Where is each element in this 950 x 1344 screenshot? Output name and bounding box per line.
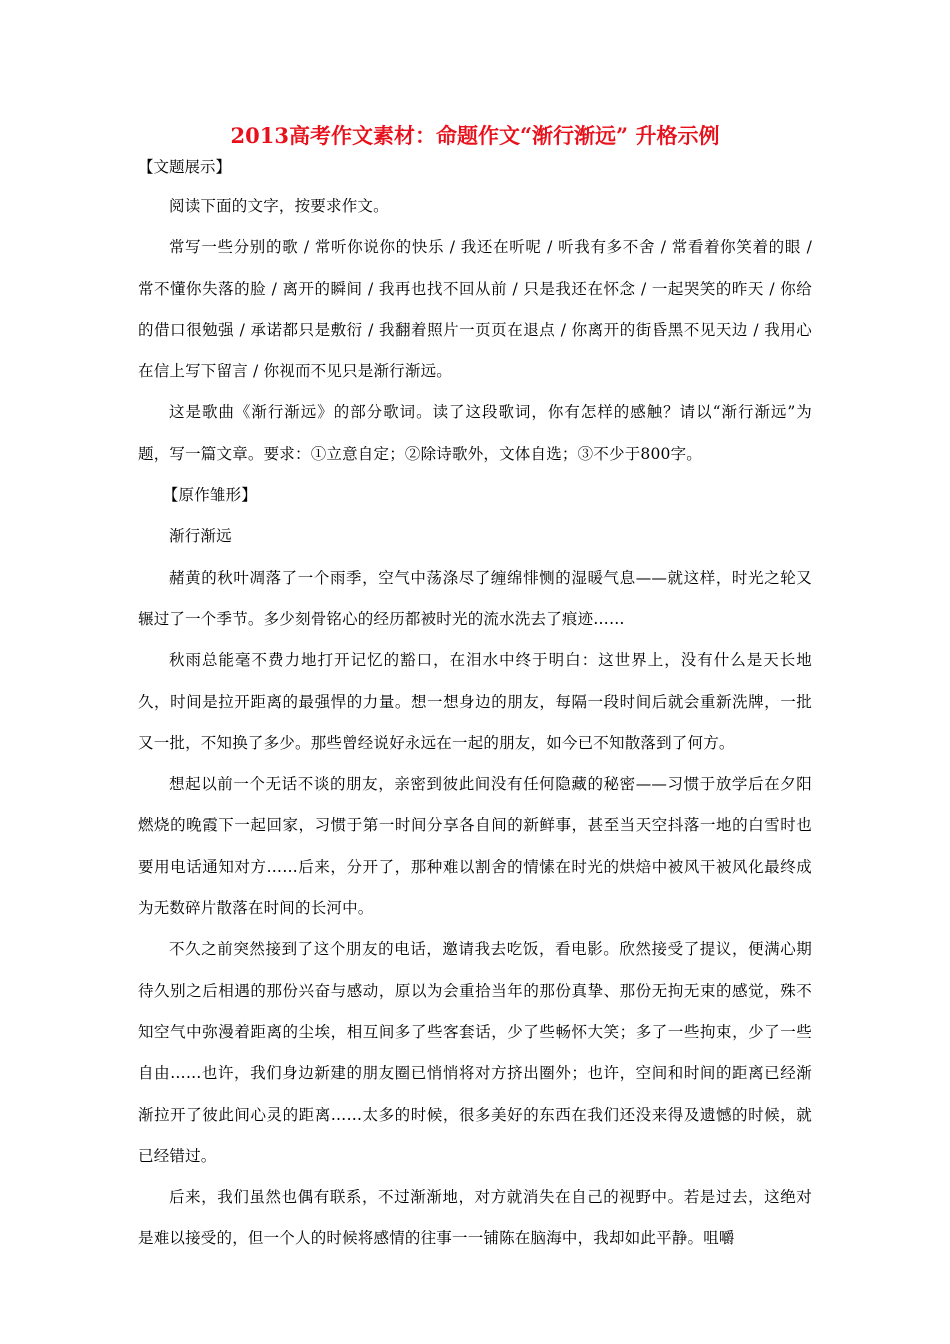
- essay-paragraph: 秋雨总能毫不费力地打开记忆的豁口，在泪水中终于明白：这世界上，没有什么是天长地久，时间是拉开距离的最强悍的力量。想一想身边的朋友，每隔一段时间后就会重新洗牌，一批又一批，不知换了多少。那些曾经说好永远在一起的朋友，如今已不知散落到了何方。: [138, 651, 812, 752]
- prompt-lyrics: 常写一些分别的歌 / 常听你说你的快乐 / 我还在听呢 / 听我有多不舍 / 常看着你笑着的眼 / 常不懂你失落的脸 / 离开的瞬间 / 我再也找不回从前 / 只是我还在怀念 / 一起哭笑的昨天 / 你给的借口很勉强 / 承诺都只是敷衍 / 我翻着照片一页页在退点 / 你离开的街昏黑不见天边 / 我用心在信上写下留言 / 你视而不见只是渐行渐远。: [138, 238, 812, 381]
- essay-paragraph: 不久之前突然接到了这个朋友的电话，邀请我去吃饭，看电影。欣然接受了提议，便满心期待久别之后相遇的那份兴奋与感动，原以为会重拾当年的那份真挚、那份无拘无束的感觉，殊不知空气中弥漫着距离的尘埃，相互间多了些客套话，少了些畅怀大笑；多了一些拘束，少了一些自由……也许，我们身边新建的朋友圈已悄悄将对方挤出圈外；也许，空间和时间的距离已经渐渐拉开了彼此间心灵的距离……太多的时候，很多美好的东西在我们还没来得及遗憾的时候，就已经错过。: [138, 940, 812, 1165]
- essay-paragraph: 想起以前一个无话不谈的朋友，亲密到彼此间没有任何隐藏的秘密——习惯于放学后在夕阳燃烧的晚霞下一起回家，习惯于第一时间分享各自间的新鲜事，甚至当天空抖落一地的白雪时也要用电话通知对方……后来，分开了，那种难以割舍的情愫在时光的烘焙中被风干被风化最终成为无数碎片散落在时间的长河中。: [138, 775, 812, 918]
- prompt-requirement: 这是歌曲《渐行渐远》的部分歌词。读了这段歌词，你有怎样的感触？请以“渐行渐远”为题，写一篇文章。要求：①立意自定；②除诗歌外，文体自选；③不少于800字。: [138, 403, 812, 463]
- essay-paragraph: 后来，我们虽然也偶有联系，不过渐渐地，对方就消失在自己的视野中。若是过去，这绝对是难以接受的，但一个人的时候将感情的往事一一铺陈在脑海中，我却如此平静。咀嚼: [138, 1188, 812, 1248]
- essay-paragraph: 赭黄的秋叶凋落了一个雨季，空气中荡涤尽了缠绵悱恻的湿暖气息——就这样，时光之轮又辗过了一个季节。多少刻骨铭心的经历都被时光的流水洗去了痕迹……: [138, 568, 812, 628]
- section-label-original: 【原作雏形】: [162, 486, 257, 505]
- section-label-prompt: 【文题展示】: [138, 158, 232, 176]
- prompt-intro: 阅读下面的文字，按要求作文。: [169, 197, 389, 215]
- document-title: 2013高考作文素材：命题作文“渐行渐远” 升格示例: [230, 123, 720, 148]
- essay-title: 渐行渐远: [169, 527, 232, 546]
